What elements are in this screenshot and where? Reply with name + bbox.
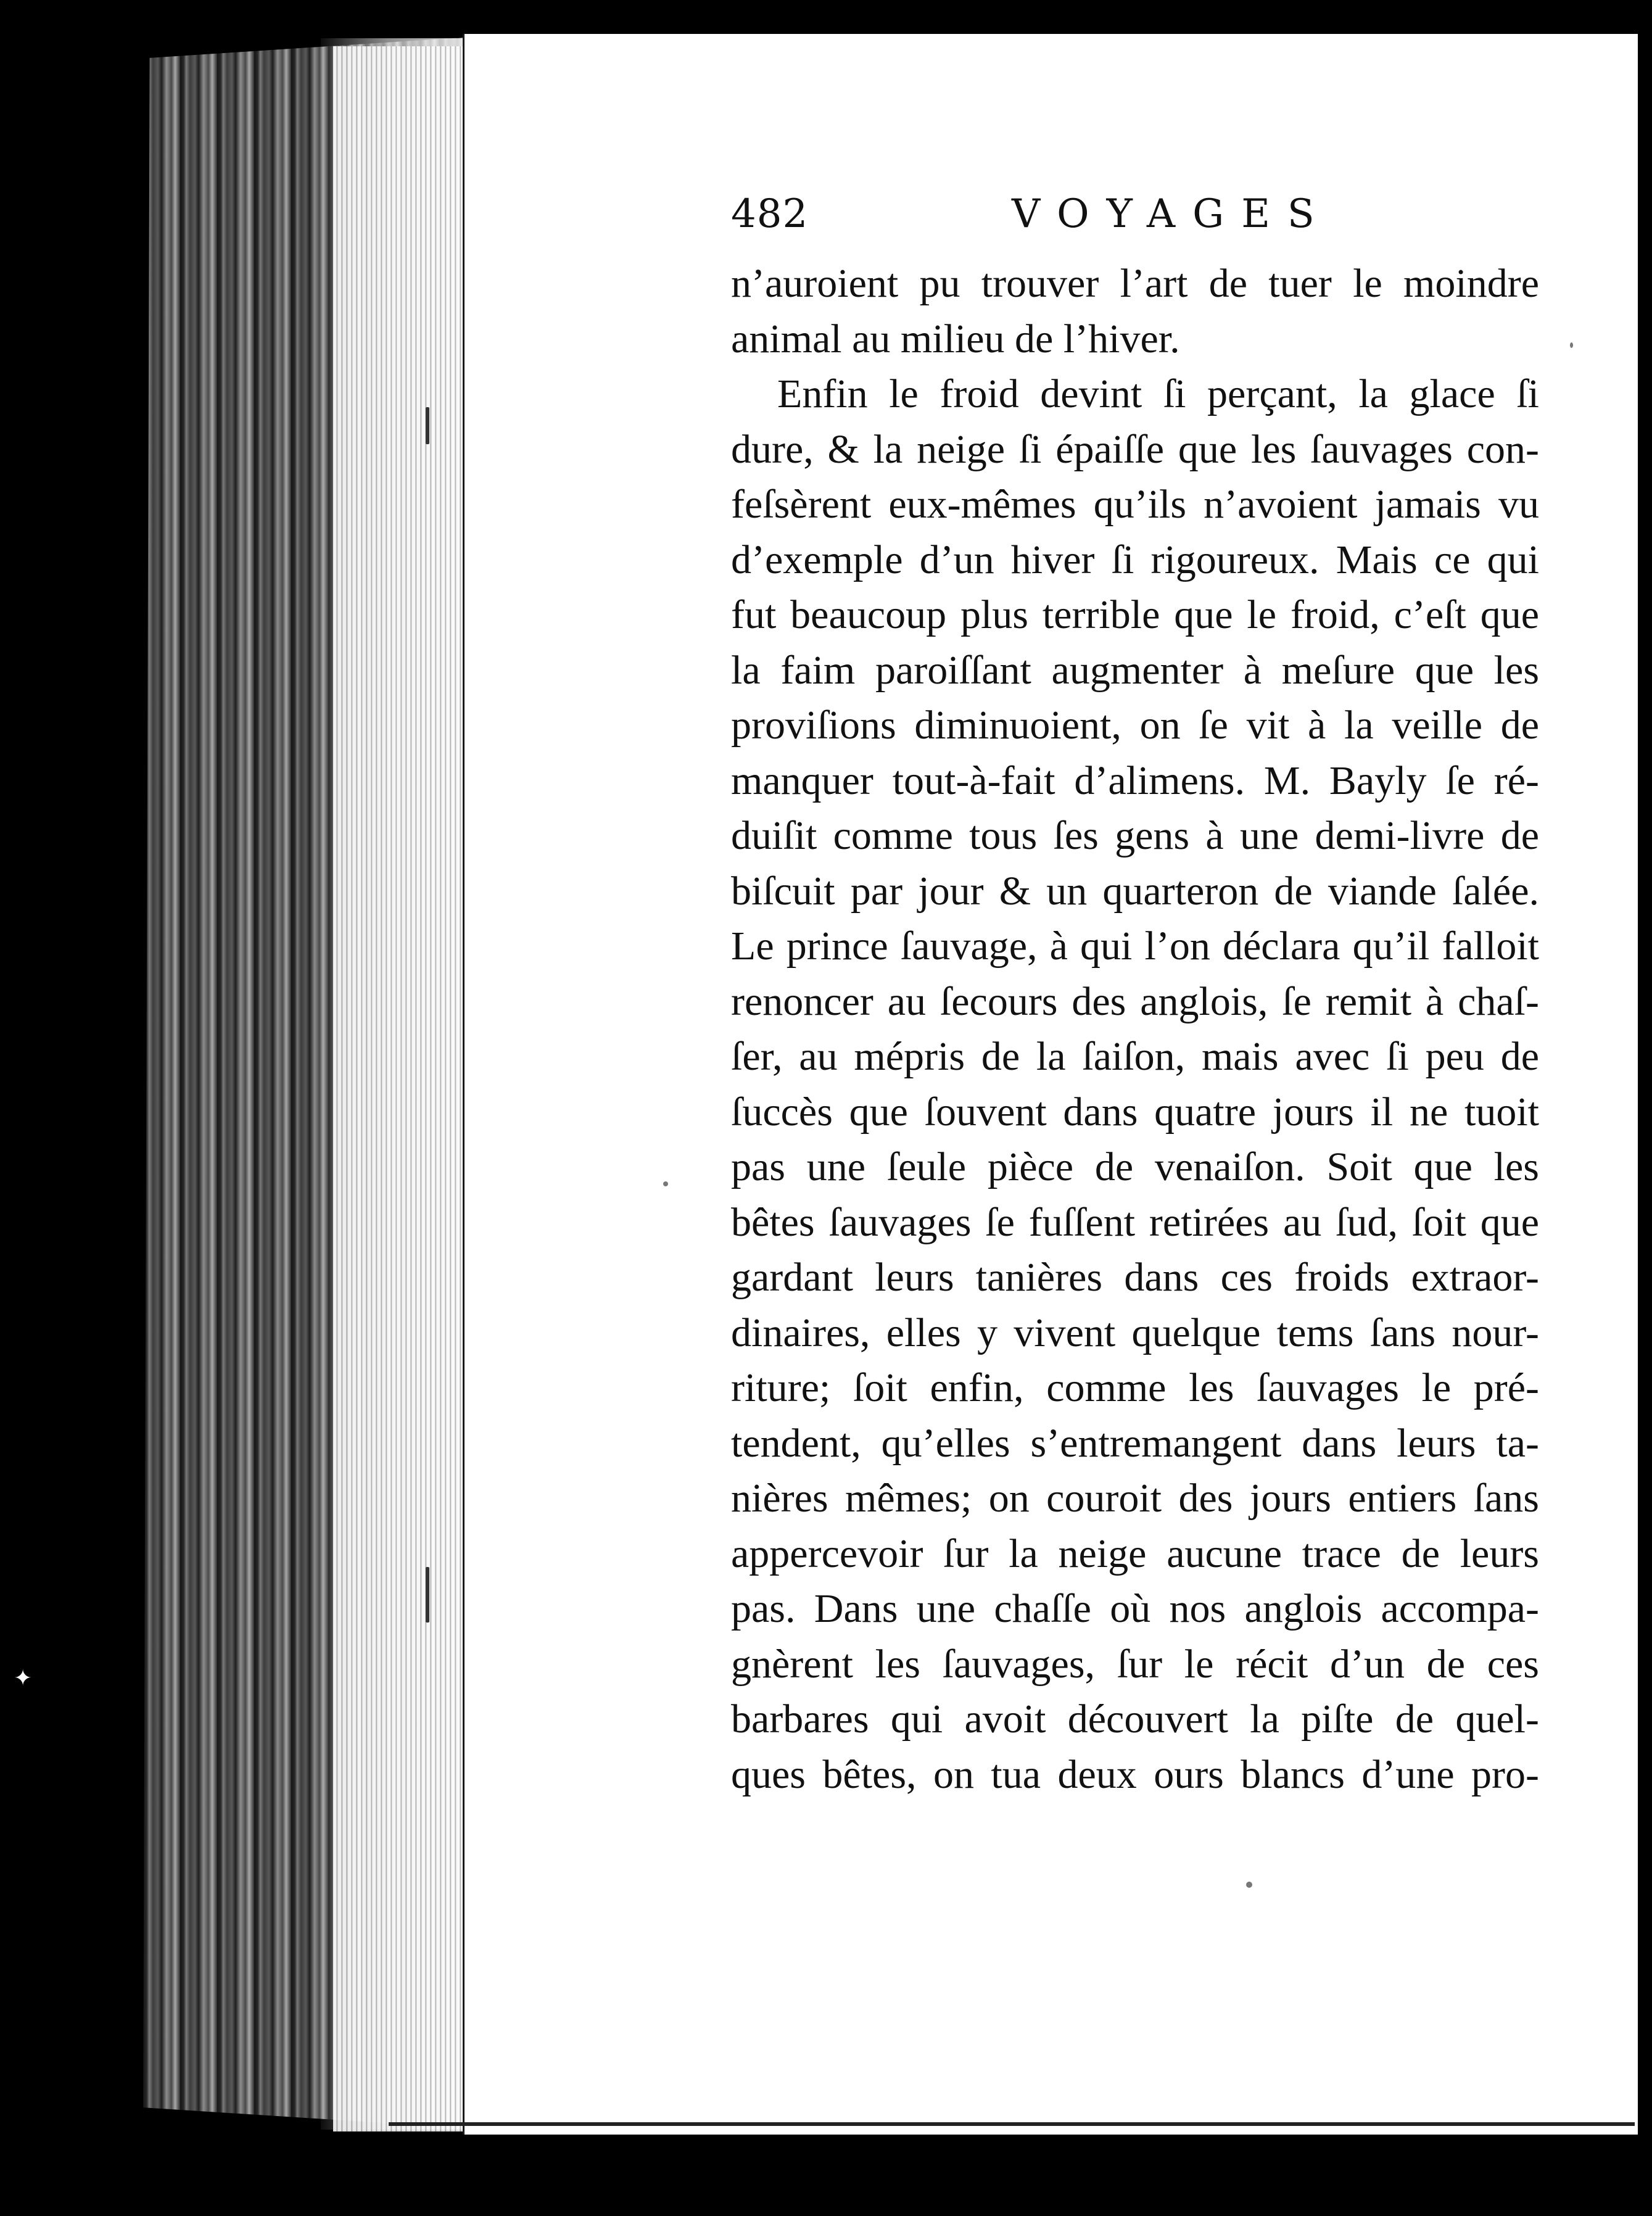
text-line: barbares qui avoit découvert la piſte de quel- [731, 1697, 1539, 1742]
text-line: appercevoir ſur la neige aucune trace de leurs [731, 1531, 1539, 1576]
text-line: ſuccès que ſouvent dans quatre jours il ne tuoit [731, 1089, 1539, 1135]
text-line: n’auroient pu trouver l’art de tuer le moindre [731, 261, 1539, 306]
text-line: ques bêtes, on tua deux ours blancs d’une pro- [731, 1751, 1539, 1797]
scan-speck [1570, 342, 1573, 348]
running-header [731, 191, 1336, 265]
page-number: 482 [731, 191, 809, 237]
text-line: duiſit comme tous ſes gens à une demi-livre de [731, 813, 1539, 858]
text-line: bêtes ſauvages ſe fuſſent retirées au ſud, ſoit que [731, 1199, 1539, 1245]
text-line: dinaires, elles y vivent quelque tems ſans nour- [731, 1310, 1539, 1355]
text-line: ſer, au mépris de la ſaiſon, mais avec ſi peu de [731, 1034, 1539, 1079]
text-line: tendent, qu’elles s’entremangent dans leurs ta- [731, 1420, 1539, 1466]
text-line: Enfin le froid devint ſi perçant, la glace ſi [777, 371, 1539, 416]
text-line: nières mêmes; on couroit des jours entiers ſans [731, 1476, 1539, 1521]
text-line: proviſions diminuoient, on ſe vit à la veille de [731, 703, 1539, 748]
scan-artifact-icon: ✦ [14, 1666, 33, 1691]
body-text [731, 256, 1539, 1802]
text-line: manquer tout-à-fait d’alimens. M. Bayly ſe ré- [731, 758, 1539, 803]
text-line: d’exemple d’un hiver ſi rigoureux. Mais ce qui [731, 537, 1539, 582]
text-line: Le prince ſauvage, à qui l’on déclara qu’il falloit [731, 924, 1539, 969]
text-line: renoncer au ſecours des anglois, ſe remit à chaſ- [731, 978, 1539, 1024]
text-line: gnèrent les ſauvages, ſur le récit d’un de ces [731, 1641, 1539, 1687]
text-line: pas. Dans une chaſſe où nos anglois accompa- [731, 1586, 1539, 1631]
text-line: biſcuit par jour & un quarteron de viande ſalée. [731, 868, 1539, 914]
scan-speck [663, 1181, 668, 1186]
text-line: la faim paroiſſant augmenter à meſure que les [731, 647, 1539, 693]
text-line: riture; ſoit enfin, comme les ſauvages le pré- [731, 1365, 1539, 1410]
text-line: fut beaucoup plus terrible que le froid, c’eſt que [731, 592, 1539, 637]
text-line: animal au milieu de l’hiver. [731, 316, 1180, 362]
text-line: pas une ſeule pièce de venaiſon. Soit que les [731, 1144, 1539, 1189]
text-line: dure, & la neige ſi épaiſſe que les ſauvages con- [731, 426, 1539, 472]
scan-speck [426, 407, 429, 444]
page-bottom-edge [389, 2122, 1635, 2126]
text-line: feſsèrent eux-mêmes qu’ils n’avoient jamais vu [731, 482, 1539, 527]
page-stack [333, 46, 469, 2131]
scan-speck [1246, 1882, 1252, 1888]
scan-speck [426, 1567, 429, 1623]
running-title: VOYAGES [1012, 191, 1332, 237]
text-line: gardant leurs tanières dans ces froids extraor- [731, 1255, 1539, 1300]
